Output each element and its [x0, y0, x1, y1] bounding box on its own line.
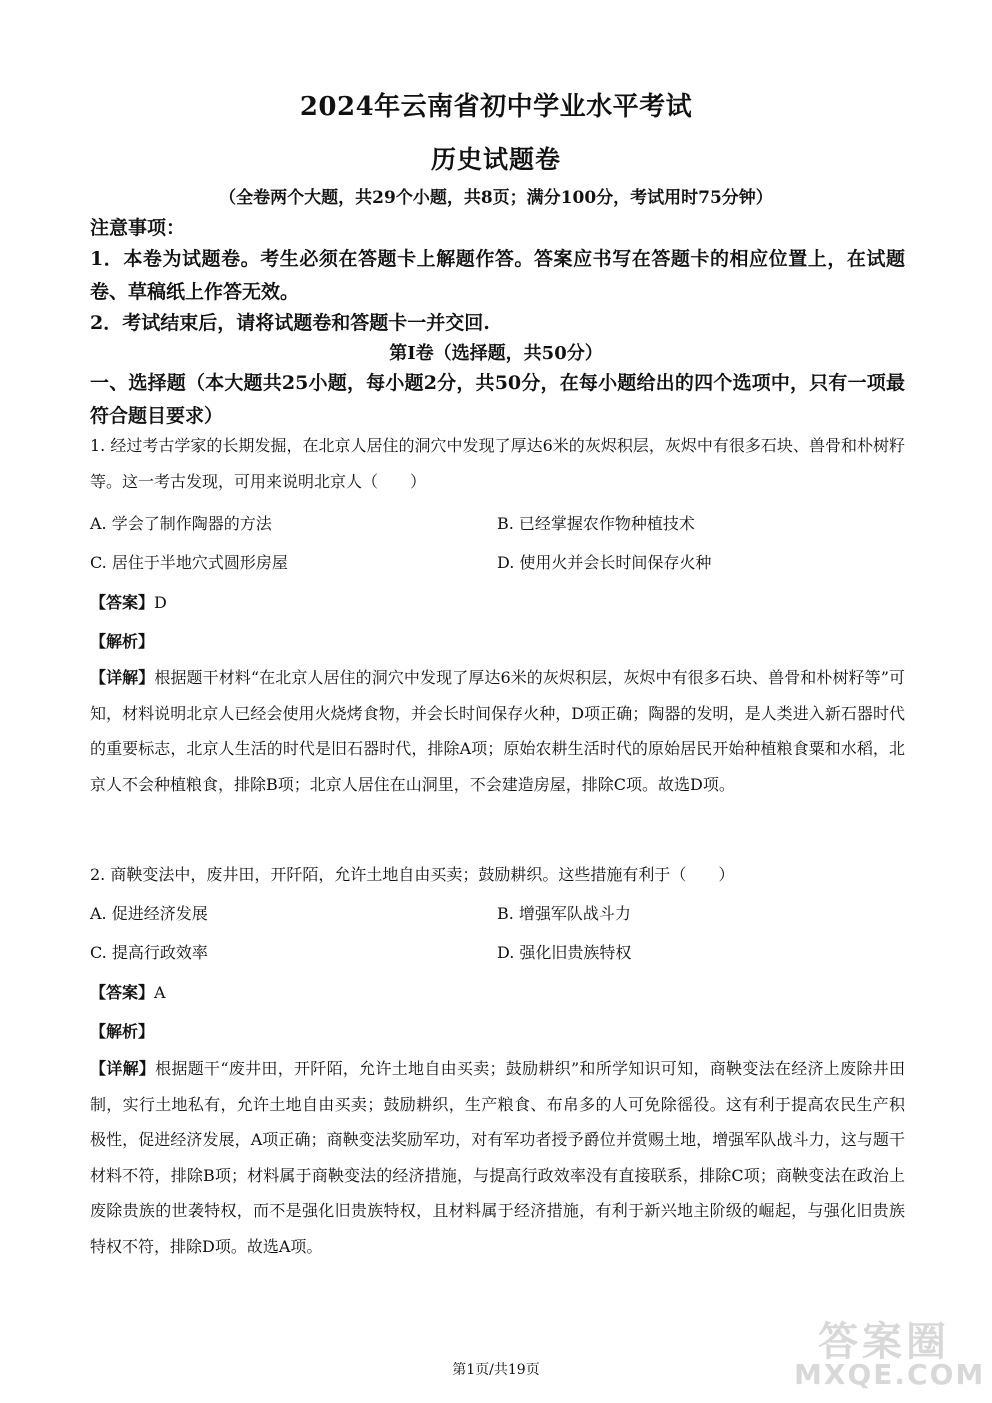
watermark-text-top: 答案圈 — [818, 1319, 950, 1365]
question-1-option-a: A. 学会了制作陶器的方法 — [90, 514, 272, 533]
analysis-label: 【解析】 — [90, 1022, 155, 1041]
exam-subtitle: 历史试题卷 — [430, 145, 561, 174]
watermark-logo — [794, 1310, 986, 1391]
detail-text: 根据题干“废井田，开阡陌，允许土地自由买卖；鼓励耕织”和所学知识可知，商鞅变法在经济上废除井田制，实行土地私有，允许土地自由买卖；鼓励耕织，生产粮食、布帛多的人可免除徭役。这有利于提高农民生产积极性，促进经济发展，A项正确；商鞅变法奖励军功，对有军功者授予爵位并赏赐土地，增强军队战斗力，这与题干材料不符，排除B项；材料属于商鞅变法的经济措施，与提高行政效率没有直接联系，排除C项；商鞅变法在政治上废除贵族的世袭特权，而不是强化旧贵族特权，且材料属于经济措施，有利于新兴地主阶级的崛起，与强化旧贵族特权不符，排除D项。故选A项。 — [90, 1059, 905, 1256]
question-2-stem: 2. 商鞅变法中，废井田，开阡陌，允许土地自由买卖；鼓励耕织。这些措施有利于（ ） — [90, 865, 735, 884]
detail-text: 根据题干材料“在北京人居住的洞穴中发现了厚达6米的灰烬积层，灰烬中有很多石块、兽骨和朴树籽等”可知，材料说明北京人已经会使用火烧烤食物，并会长时间保存火种，D项正确；陶器的发明，是人类进入新石器时代的重要标志，北京人生活的时代是旧石器时代，排除A项；原始农耕生活时代的原始居民开始种植粮食粟和水稻，北京人不会种植粮食，排除B项；北京人居住在山洞里，不会建造房屋，排除C项。故选D项。 — [90, 668, 905, 794]
detail-label: 【详解】 — [90, 1059, 156, 1078]
question-2-option-b: B. 增强军队战斗力 — [497, 904, 631, 923]
question-1-answer — [90, 591, 167, 615]
page-footer: 第1页/共19页 — [452, 1362, 540, 1378]
question-1-analysis-label — [90, 630, 154, 654]
question-2-option-c: C. 提高行政效率 — [90, 943, 208, 962]
part-heading: 第Ⅰ卷（选择题，共50分） — [389, 343, 603, 364]
notice-item-1: 1．本卷为试题卷。考生必须在答题卡上解题作答。答案应书写在答题卡的相应位置上，在试题卷、草稿纸上作答无效。 — [90, 248, 905, 303]
notice-item-2: 2．考试结束后，请将试题卷和答题卡一并交回. — [90, 312, 490, 334]
notice-heading: 注意事项： — [90, 217, 186, 239]
answer-value: A — [154, 983, 166, 1002]
question-1-option-b: B. 已经掌握农作物种植技术 — [497, 514, 695, 533]
question-2-answer — [90, 981, 166, 1005]
question-1-option-c: C. 居住于半地穴式圆形房屋 — [90, 553, 288, 572]
section-heading: 一、选择题（本大题共25小题，每小题2分，共50分，在每小题给出的四个选项中，只有一项最符合题目要求） — [90, 372, 905, 427]
detail-label: 【详解】 — [90, 668, 155, 687]
question-1-detail — [90, 660, 905, 802]
question-2-option-d: D. 强化旧贵族特权 — [497, 943, 632, 962]
watermark-text-bottom: MXQE.COM — [794, 1358, 986, 1391]
answer-value: D — [154, 593, 167, 612]
analysis-label: 【解析】 — [90, 632, 155, 651]
question-2-option-a: A. 促进经济发展 — [90, 904, 208, 923]
question-2-detail — [90, 1051, 905, 1264]
question-2-analysis-label — [90, 1020, 154, 1044]
answer-label: 【答案】 — [90, 983, 155, 1002]
question-1-stem: 1. 经过考古学家的长期发掘，在北京人居住的洞穴中发现了厚达6米的灰烬积层，灰烬中有很多石块、兽骨和朴树籽等。这一考古发现，可用来说明北京人（ ） — [90, 436, 905, 491]
answer-label: 【答案】 — [90, 593, 155, 612]
exam-info: （全卷两个大题，共29个小题，共8页；满分100分，考试用时75分钟） — [219, 188, 773, 208]
question-1-option-d: D. 使用火并会长时间保存火种 — [497, 553, 712, 572]
exam-title: 2024年云南省初中学业水平考试 — [299, 92, 693, 122]
